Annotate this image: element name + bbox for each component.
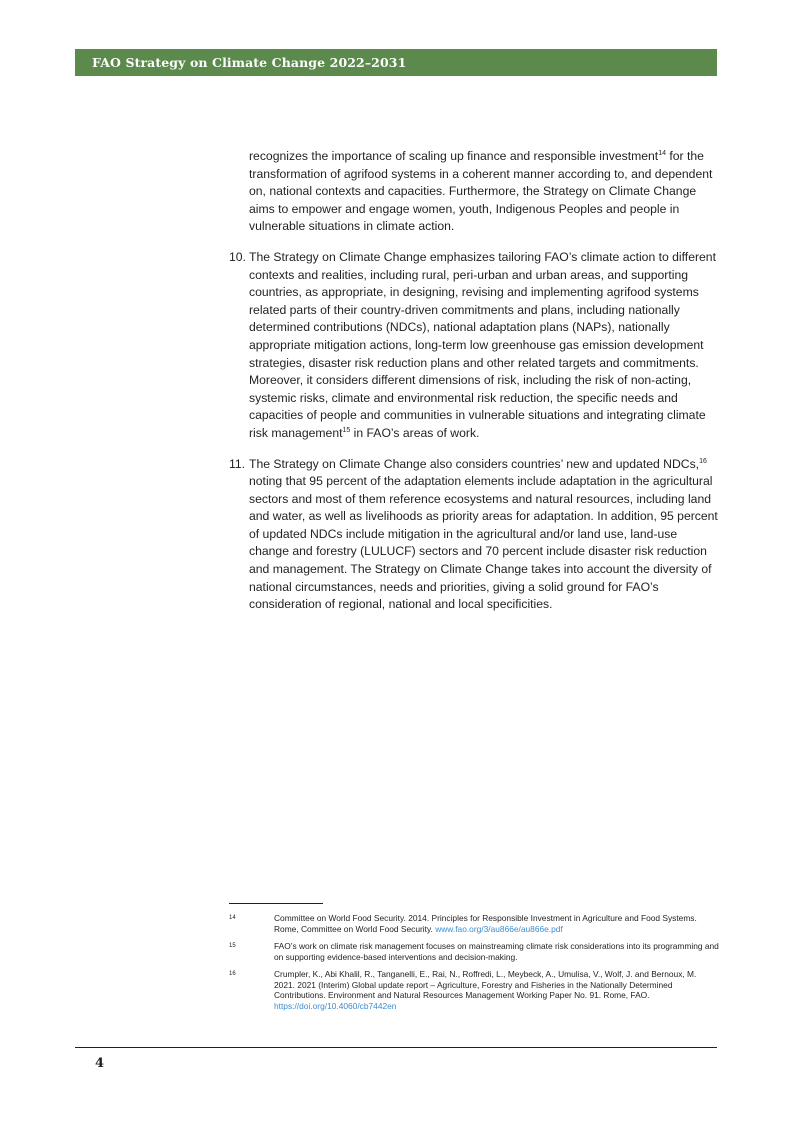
paragraph-text — [249, 456, 719, 614]
footnote-14 — [229, 913, 719, 934]
paragraph-text-part: The Strategy on Climate Change also considers countries’ new and updated NDCs, — [249, 456, 700, 471]
footnote-text — [274, 969, 719, 1011]
paragraph-text: for the transformation of agrifood systems in a coherent manner according to, and dependent on, national contexts and capacities. Furthermore, the Strategy on Climate Change aims to empower and engage women, youth, Indigenous Peoples and people in vulnerable situations in climate action. — [249, 149, 713, 234]
footnote-16 — [229, 969, 719, 1011]
footnote-link[interactable]: www.fao.org/3/au866e/au866e.pdf — [435, 923, 563, 934]
footnote-link[interactable]: https://doi.org/10.4060/cb7442en — [274, 1000, 397, 1011]
footnote-text-part: Committee on World Food Security. 2014. Principles for Responsible Investment in Agriculture and Food Systems. Rome, Committee on World Food Security. — [274, 913, 697, 934]
page-number: 4 — [95, 1056, 105, 1071]
document-title: FAO Strategy on Climate Change 2022–2031 — [92, 55, 407, 70]
header-bar — [75, 49, 717, 76]
paragraph-11 — [229, 456, 719, 614]
paragraph-text-part: noting that 95 percent of the adaptation elements include adaptation in the agricultural sectors and most of them reference ecosystems and natural resources, including land and water, as well as livelihoods as priority areas for adaptation. In addition, 95 percent of updated NDCs include mitigation in the agricultural and/or land use, land-use change and forestry (LULUCF) sectors and 70 percent include disaster risk reduction and management. The Strategy on Climate Change takes into account the diversity of national circumstances, needs and priorities, giving a solid ground for FAO’s consideration of regional, national and local specificities. — [249, 474, 718, 612]
paragraph-number: 10. — [229, 249, 246, 264]
paragraph-text-part: in FAO’s areas of work. — [350, 425, 480, 440]
footnote-text-part: Crumpler, K., Abi Khalil, R., Tanganelli, E., Rai, N., Roffredi, L., Meybeck, A., Umulisa, V., Wolf, J. and Bernoux, M. 2021. 2021 (Interim) Global update report – Agriculture, Forestry and Fisheries in the Nationally Determined Contributions. Environment and Natural Resources Management Working Paper No. 91. Rome, FAO. — [274, 969, 697, 1000]
footnote-ref-15[interactable]: 15 — [342, 426, 351, 434]
footnote-separator — [229, 903, 323, 904]
footnote-text — [274, 913, 719, 934]
footnote-15 — [229, 941, 719, 962]
body-content — [229, 148, 719, 627]
footnote-number: 14 — [229, 915, 236, 921]
footnote-number: 16 — [229, 971, 236, 977]
footnote-text: FAO’s work on climate risk management focuses on mainstreaming climate risk considerations into its programming and on supporting evidence-based interventions and decision-making. — [274, 941, 719, 962]
footnote-ref-16[interactable]: 16 — [699, 457, 707, 465]
footnote-ref-14[interactable]: 14 — [658, 150, 666, 157]
paragraph-text-part: The Strategy on Climate Change emphasizes tailoring FAO’s climate action to different contexts and realities, including rural, peri-urban and urban areas, and supporting countries, as appropriate, in designing, revising and implementing agrifood systems related parts of their country-driven commitments and plans, including nationally determined contributions (NDCs), national adaptation plans (NAPs), nationally appropriate mitigation actions, long-term low greenhouse gas emission development strategies, disaster risk reduction plans and other related targets and commitments. Moreover, it considers different dimensions of risk, including the risk of non-acting, systemic risks, climate and environmental risk reduction, the specific needs and capacities of people and communities in vulnerable situations and integrating climate risk management — [249, 249, 716, 440]
footnotes — [229, 913, 719, 1018]
paragraph-text: recognizes the importance of scaling up finance and responsible investment — [249, 149, 659, 163]
paragraph-9-continued — [229, 148, 719, 236]
paragraph-10 — [229, 249, 719, 443]
footer-rule — [75, 1047, 717, 1048]
paragraph-number: 11. — [229, 456, 246, 471]
footnote-number: 15 — [229, 943, 236, 949]
paragraph-text — [249, 249, 719, 443]
